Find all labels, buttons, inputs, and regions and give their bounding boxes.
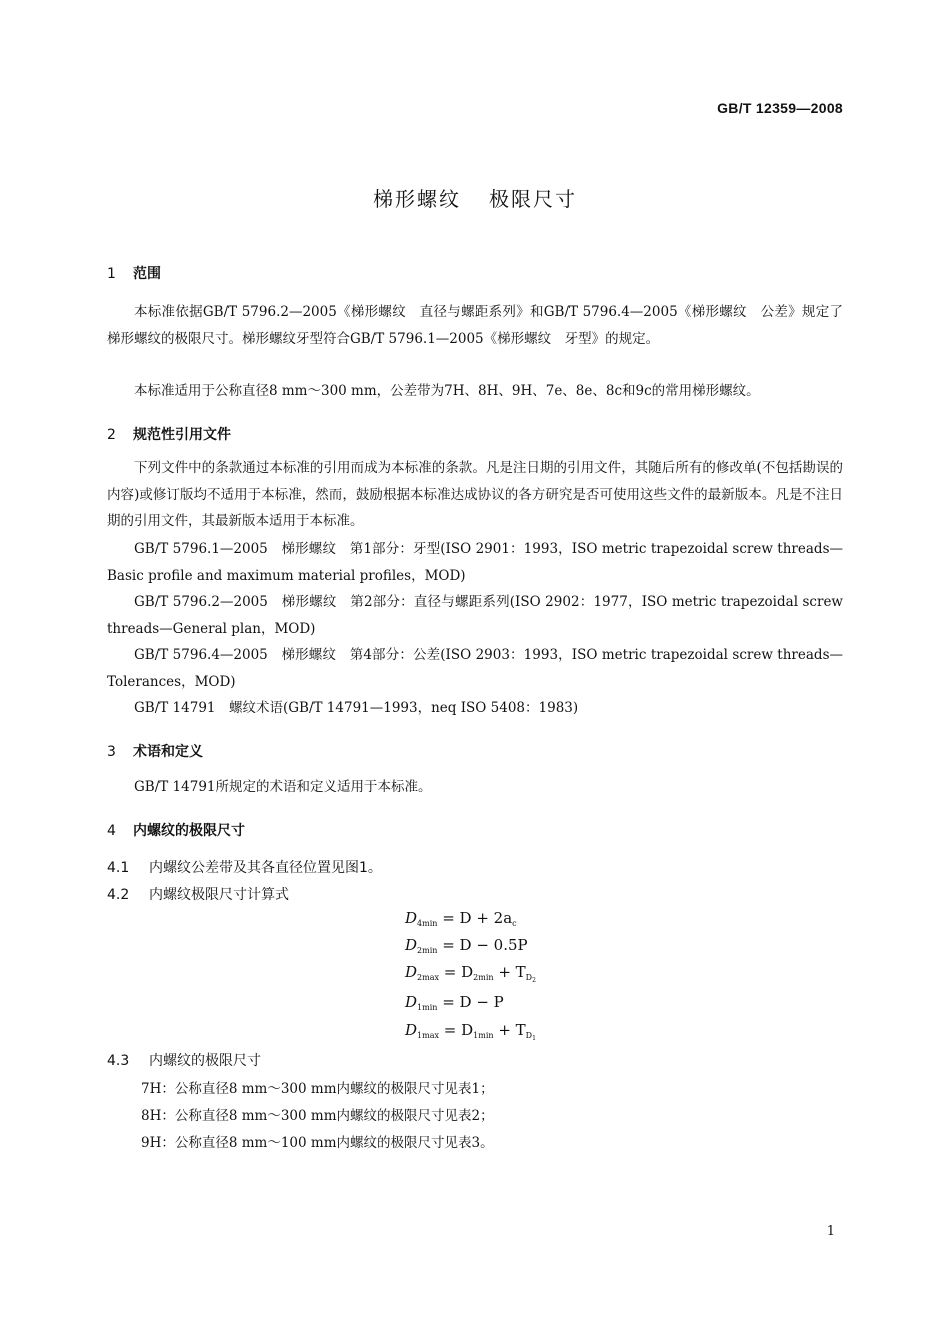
clause-4-2: 4.2 内螺纹极限尺寸计算式 [107, 887, 289, 903]
section-2-intro: 下列文件中的条款通过本标准的引用而成为本标准的条款。凡是注日期的引用文件，其随后所有的修改单(不包括勘误的内容)或修订版均不适用于本标准，然而，鼓励根据本标准达成协议的各方研究是否可使用这些文件的最新版本。凡是不注日期的引用文件，其最新版本适用于本标准。 [107, 460, 843, 529]
section-3-heading: 3 术语和定义 [107, 744, 203, 760]
formula-d4min: $D_{4min} = D + 2a_c$ [405, 909, 517, 928]
clause-4-1: 4.1 内螺纹公差带及其各直径位置见图1。 [107, 860, 382, 876]
section-2-heading: 2 规范性引用文件 [107, 427, 231, 443]
formula-d1min: $D_{1min} = D - P$ [405, 993, 504, 1012]
page-number: 1 [826, 1224, 835, 1239]
section-4-title: 内螺纹的极限尺寸 [133, 823, 245, 839]
section-3-paragraph: GB/T 14791所规定的术语和定义适用于本标准。 [134, 779, 432, 795]
title-part1: 梯形螺纹 [373, 187, 461, 211]
reference-item: GB/T 5796.2—2005 梯形螺纹 第2部分：直径与螺距系列(ISO 2902：1977，ISO metric trapezoidal screw threads—General plan，MOD) [107, 594, 843, 637]
formula-d2min: $D_{2min} = D - 0.5P$ [405, 936, 528, 955]
tolerance-line-8h: 8H：公称直径8 mm～300 mm内螺纹的极限尺寸见表2； [141, 1108, 494, 1124]
section-2-title: 规范性引用文件 [133, 427, 231, 443]
reference-item: GB/T 5796.1—2005 梯形螺纹 第1部分：牙型(ISO 2901：1993，ISO metric trapezoidal screw threads—Basic profile and maximum material profiles，MOD) [107, 541, 843, 584]
section-4-heading: 4 内螺纹的极限尺寸 [107, 823, 245, 839]
section-1-paragraph-2: 本标准适用于公称直径8 mm～300 mm，公差带为7H、8H、9H、7e、8e、8c和9c的常用梯形螺纹。 [134, 383, 760, 399]
document-title [0, 183, 950, 212]
formula-d2max: $D_{2max} = D_{2min} + T_{D_2}$ [405, 963, 536, 984]
title-part2: 极限尺寸 [489, 187, 577, 211]
clause-4-3: 4.3 内螺纹的极限尺寸 [107, 1053, 261, 1069]
standard-code: GB/T 12359—2008 [717, 100, 843, 116]
section-3-title: 术语和定义 [133, 744, 203, 760]
section-1-title: 范围 [133, 266, 161, 282]
tolerance-line-7h: 7H：公称直径8 mm～300 mm内螺纹的极限尺寸见表1； [141, 1081, 494, 1097]
formula-d1max: $D_{1max} = D_{1min} + T_{D_1}$ [405, 1021, 536, 1042]
reference-item: GB/T 5796.4—2005 梯形螺纹 第4部分：公差(ISO 2903：1993，ISO metric trapezoidal screw threads—Tolerances，MOD) [107, 647, 843, 690]
tolerance-line-9h: 9H：公称直径8 mm～100 mm内螺纹的极限尺寸见表3。 [141, 1135, 494, 1151]
reference-item: GB/T 14791 螺纹术语(GB/T 14791—1993，neq ISO 5408：1983) [134, 700, 579, 716]
section-1-paragraph-1: 本标准依据GB/T 5796.2—2005《梯形螺纹 直径与螺距系列》和GB/T 5796.4—2005《梯形螺纹 公差》规定了梯形螺纹的极限尺寸。梯形螺纹牙型符合GB/T 5796.1—2005《梯形螺纹 牙型》的规定。 [107, 304, 843, 347]
section-1-heading: 1 范围 [107, 266, 161, 282]
